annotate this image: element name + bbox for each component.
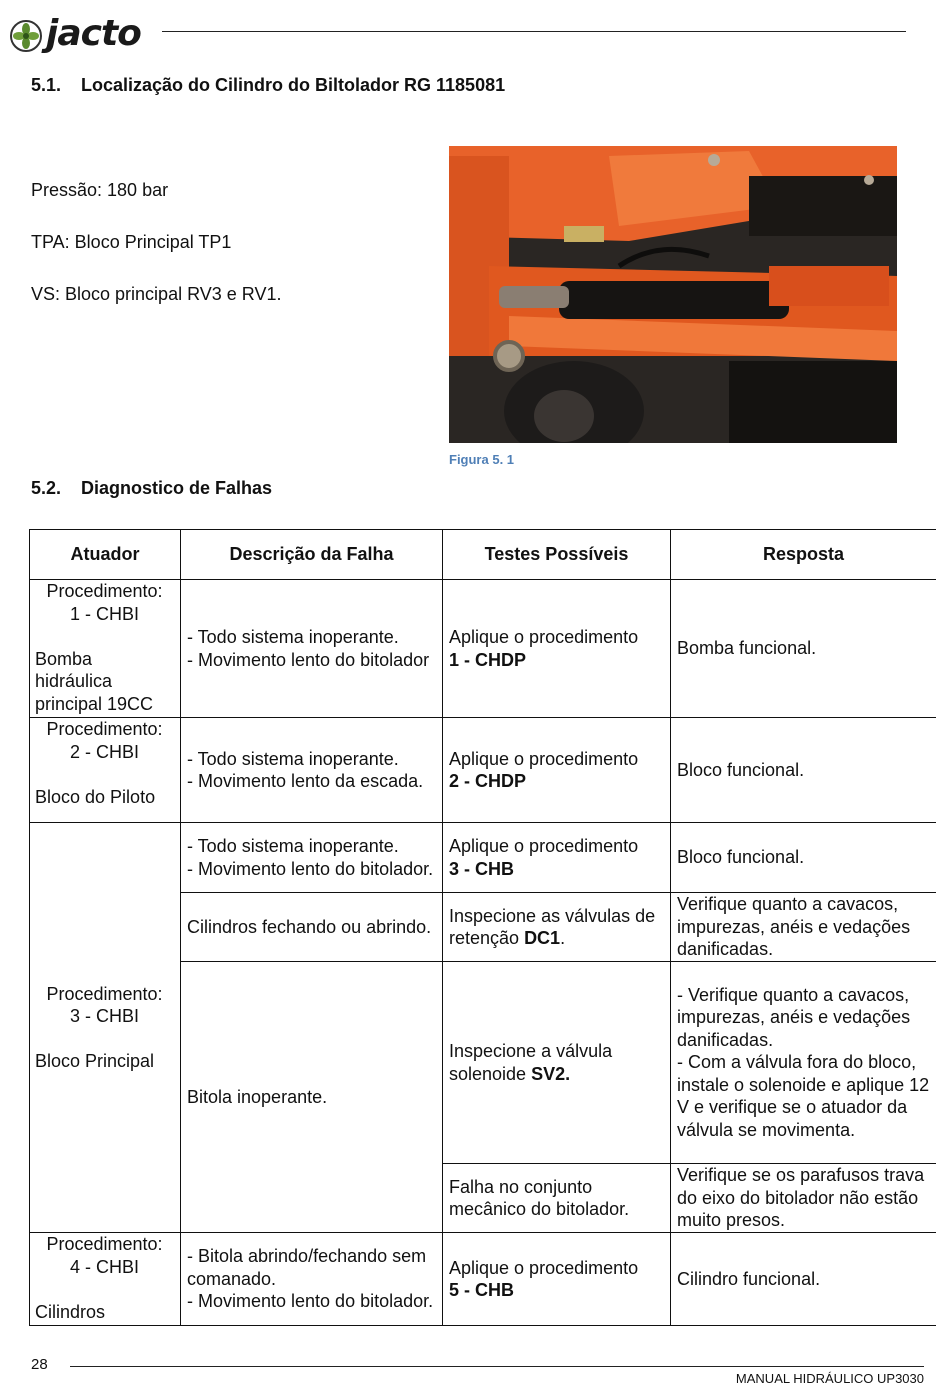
actuator-name: Bloco Principal <box>35 1051 155 1071</box>
fault-description: - Todo sistema inoperante. - Movimento lento da escada. <box>181 718 443 823</box>
valve-code: DC1 <box>524 928 561 948</box>
leaf-emblem-icon <box>10 20 42 52</box>
fault-description: Bitola inoperante. <box>181 962 443 1233</box>
table-row <box>30 823 936 893</box>
response: - Verifique quanto a cavacos, impurezas, anéis e vedações danificadas. - Com a válvula fora do bloco, instale o solenoide e aplique 12 V e verifique se o atuador da válvula se movimenta. <box>671 962 936 1164</box>
procedure-label: Procedimento: <box>46 1234 163 1254</box>
header-divider <box>162 31 906 32</box>
procedure-code: 4 - CHBI <box>69 1256 139 1277</box>
cylinder-photo <box>449 146 897 443</box>
test-text: Aplique o procedimento <box>449 836 639 856</box>
possible-test: Falha no conjunto mecânico do bitolador. <box>443 1164 671 1233</box>
possible-test <box>443 1233 671 1326</box>
fault-description: - Bitola abrindo/fechando sem comanado. - Movimento lento do bitolador. <box>181 1233 443 1326</box>
manual-title: MANUAL HIDRÁULICO UP3030 <box>735 1371 924 1386</box>
figure-caption: Figura 5. 1 <box>449 452 515 467</box>
tpa-param: TPA: Bloco Principal TP1 <box>31 232 232 252</box>
fault-description: Cilindros fechando ou abrindo. <box>181 893 443 962</box>
jacto-logo <box>10 12 160 58</box>
possible-test <box>443 962 671 1164</box>
response: Cilindro funcional. <box>671 1233 936 1326</box>
actuator-cell <box>30 823 181 1233</box>
test-procedure-code: 3 - CHB <box>449 858 515 879</box>
possible-test <box>443 718 671 823</box>
table-row <box>30 718 936 823</box>
possible-test <box>443 580 671 718</box>
section-title-text: Localização do Cilindro do Biltolador RG 1185081 <box>81 75 506 95</box>
table-row <box>30 580 936 718</box>
fault-description: - Todo sistema inoperante. - Movimento lento do bitolador <box>181 580 443 718</box>
possible-test <box>443 893 671 962</box>
logo-text: jacto <box>46 13 141 54</box>
test-text: Inspecione as válvulas de retenção <box>449 905 656 948</box>
test-text-suffix: . <box>560 928 566 948</box>
actuator-cell <box>30 1233 181 1326</box>
vs-param: VS: Bloco principal RV3 e RV1. <box>31 284 282 304</box>
table-header-row <box>30 530 936 580</box>
response: Verifique se os parafusos trava do eixo do bitolador não estão muito presos. <box>671 1164 936 1233</box>
test-procedure-code: 2 - CHDP <box>449 771 527 791</box>
test-text: Aplique o procedimento <box>449 1257 639 1278</box>
procedure-code: 2 - CHBI <box>69 741 139 762</box>
page-header <box>10 12 906 58</box>
page-number: 28 <box>31 1356 48 1373</box>
footer-divider <box>70 1366 924 1367</box>
section-5-1-title <box>31 75 505 96</box>
actuator-cell <box>30 580 181 718</box>
column-header-resposta: Resposta <box>671 530 936 580</box>
response: Bloco funcional. <box>671 823 936 893</box>
section-5-2-title <box>31 478 272 499</box>
fault-description: - Todo sistema inoperante. - Movimento lento do bitolador. <box>181 823 443 893</box>
pressure-param: Pressão: 180 bar <box>31 180 169 200</box>
actuator-name: Cilindros <box>35 1301 106 1322</box>
test-text: Inspecione a válvula solenoide <box>449 1041 613 1084</box>
procedure-label: Procedimento: <box>46 581 163 601</box>
table-row <box>30 1233 936 1326</box>
section-number: 5.1. <box>31 75 62 95</box>
test-text: Aplique o procedimento <box>449 627 639 647</box>
response: Bomba funcional. <box>671 580 936 718</box>
actuator-name: Bomba hidráulica principal 19CC <box>35 648 154 714</box>
fault-diagnosis-table <box>29 529 936 1326</box>
possible-test <box>443 823 671 893</box>
section-number: 5.2. <box>31 478 62 498</box>
section-title-text: Diagnostico de Falhas <box>81 478 273 498</box>
column-header-atuador: Atuador <box>30 530 181 580</box>
valve-code: SV2. <box>531 1063 571 1084</box>
column-header-testes: Testes Possíveis <box>443 530 671 580</box>
procedure-code: 3 - CHBI <box>69 1006 139 1026</box>
test-procedure-code: 5 - CHB <box>449 1280 515 1300</box>
actuator-cell <box>30 718 181 823</box>
test-text: Aplique o procedimento <box>449 748 639 769</box>
test-procedure-code: 1 - CHDP <box>449 649 527 670</box>
procedure-label: Procedimento: <box>46 719 163 739</box>
procedure-label: Procedimento: <box>46 983 163 1004</box>
response: Bloco funcional. <box>671 718 936 823</box>
procedure-code: 1 - CHBI <box>69 603 139 624</box>
response: Verifique quanto a cavacos, impurezas, anéis e vedações danificadas. <box>671 893 936 962</box>
column-header-falha: Descrição da Falha <box>181 530 443 580</box>
actuator-name: Bloco do Piloto <box>35 786 156 807</box>
